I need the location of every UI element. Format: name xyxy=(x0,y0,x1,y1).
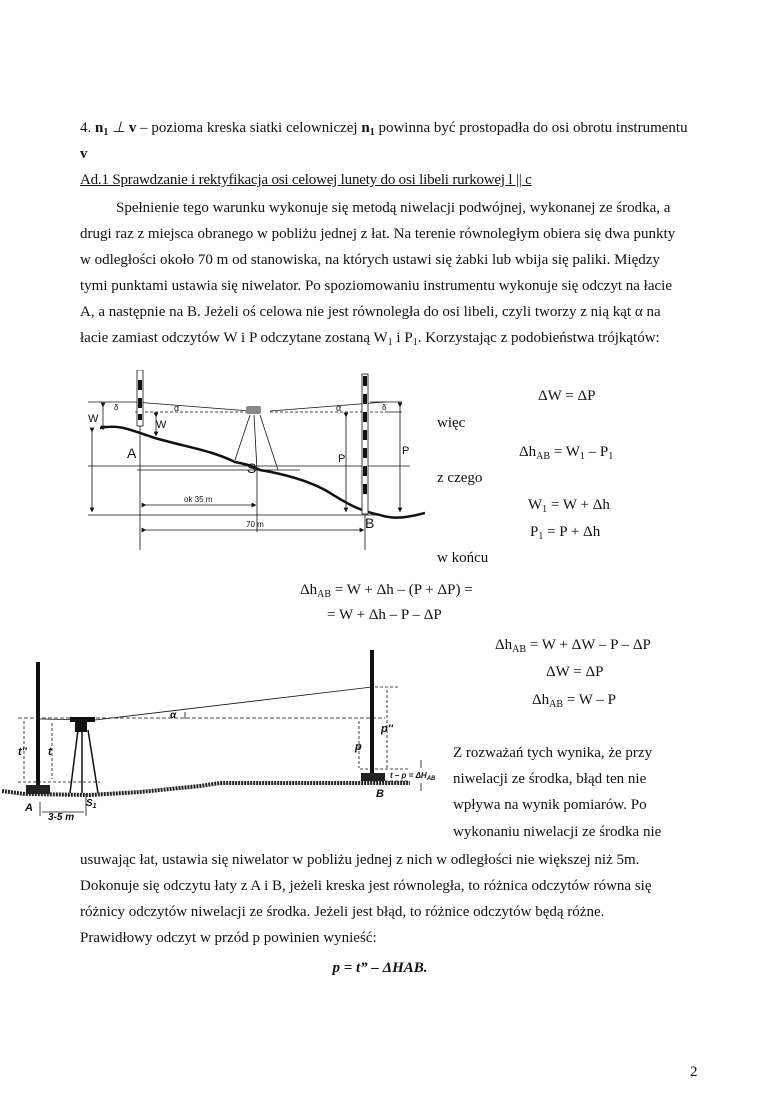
equation: ΔW = ΔP xyxy=(538,388,596,404)
point-4: 4. $n_1$ ⊥ v – pozioma kreska siatki celowniczej $n_1$ powinna być prostopadła do osi obrotu instrumentu xyxy=(80,120,688,138)
paragraph-line: usuwając łat, ustawia się niwelator w pobliżu jednej z nich w odległości nie większej niż 5m. xyxy=(80,852,640,868)
paragraph-line: wpływa na wynik pomiarów. Po xyxy=(453,797,647,813)
svg-text:B: B xyxy=(376,788,384,800)
paragraph-line: Prawidłowy odczyt w przód p powinien wynieść: xyxy=(80,930,377,946)
equation: $W_1 = W + \Delta h$ xyxy=(528,497,610,515)
equation: $\Delta h_{AB} = W + \Delta h - (P + \Delta P)$ = xyxy=(300,582,473,600)
svg-text:t: t xyxy=(48,746,52,758)
page-number: 2 xyxy=(690,1064,698,1080)
paragraph-line: A, a następnie na B. Jeżeli oś celowa nie jest równoległa do osi libeli, czyli tworzy z nią kąt α na xyxy=(80,304,661,320)
svg-text:P: P xyxy=(338,453,346,465)
equation: $\Delta h_{AB} = W + \Delta W - P - \Delta P$ xyxy=(495,637,651,655)
section-heading: Ad.1 Sprawdzanie i rektyfikacja osi celowej lunety do osi libeli rurkowej l || c xyxy=(80,172,532,188)
paragraph-line: różnicy odczytów niwelacji ze środka. Jeżeli jest błąd, to różnice odczytów będą różne. xyxy=(80,904,605,920)
equation: ΔW = ΔP xyxy=(546,664,604,680)
svg-text:α: α xyxy=(174,403,180,413)
text-w-koncu: w końcu xyxy=(437,550,489,566)
equation: $P_1 = P + \Delta h$ xyxy=(530,524,601,542)
point-4-v: v xyxy=(80,146,88,162)
svg-text:W: W xyxy=(156,419,167,431)
paragraph-line: tymi punktami ustawia się niwelator. Po spoziomowaniu instrumentu wykonuje się odczyt na łacie xyxy=(80,278,672,294)
paragraph-line: Spełnienie tego warunku wykonuje się metodą niwelacji podwójnej, wykonanej ze środka, a xyxy=(116,200,671,216)
paragraph-line: łacie zamiast odczytów W i P odczytane zostaną $W_1$ i $P_1$. Korzystając z podobieństwa trójkątów: xyxy=(80,330,660,348)
paragraph-line: Dokonuje się odczytu łaty z A i B, jeżeli kreska jest równoległa, to różnica odczytów równa się xyxy=(80,878,652,894)
equation: $\Delta h_{AB} = W - P$ xyxy=(532,692,616,710)
svg-text:A: A xyxy=(127,445,137,461)
leveling-diagram-2 xyxy=(0,640,440,830)
paragraph-line: w odległości około 70 m od stanowiska, na których ustawi się żabki lub wbija się paliki. Między xyxy=(80,252,660,268)
svg-text:ok 35 m: ok 35 m xyxy=(184,495,213,504)
equation: $\Delta h_{AB} = W_1 - P_1$ xyxy=(519,444,614,462)
svg-text:3-5 m: 3-5 m xyxy=(48,812,75,823)
svg-text:S1: $S_1$ xyxy=(86,798,97,810)
equation: = W + Δh – P – ΔP xyxy=(327,607,442,623)
svg-text:P: P xyxy=(402,445,410,457)
paragraph-line: niwelacji ze środka, błąd ten nie xyxy=(453,771,647,787)
svg-text:t – p = ΔHAB: $t - p = \Delta H_{AB}$ xyxy=(390,771,436,782)
svg-text:t'': t'' xyxy=(18,746,27,758)
svg-text:W: W xyxy=(88,413,99,425)
svg-text:p'': p'' xyxy=(381,723,393,735)
svg-text:B: B xyxy=(365,515,375,531)
svg-text:α: α xyxy=(336,403,342,413)
svg-text:A: A xyxy=(25,802,33,814)
text-wiec: więc xyxy=(437,415,466,431)
leveling-diagram-1 xyxy=(80,370,425,550)
paragraph-line: Z rozważań tych wynika, że przy xyxy=(453,745,653,761)
svg-text:p: p xyxy=(355,741,362,753)
text-z-czego: z czego xyxy=(437,470,483,486)
svg-text:δ: δ xyxy=(114,403,119,412)
svg-text:α: α xyxy=(170,710,177,721)
final-formula: p = t” – ΔHAB. xyxy=(332,960,428,976)
svg-text:δ: δ xyxy=(382,403,387,412)
svg-text:70 m: 70 m xyxy=(246,520,264,529)
paragraph-line: wykonaniu niwelacji ze środka nie xyxy=(453,824,662,840)
svg-text:S: S xyxy=(247,460,257,476)
paragraph-line: drugi raz z miejsca obranego w pobliżu jednej z łat. Na terenie równoległym obiera się dwa punkty xyxy=(80,226,676,242)
